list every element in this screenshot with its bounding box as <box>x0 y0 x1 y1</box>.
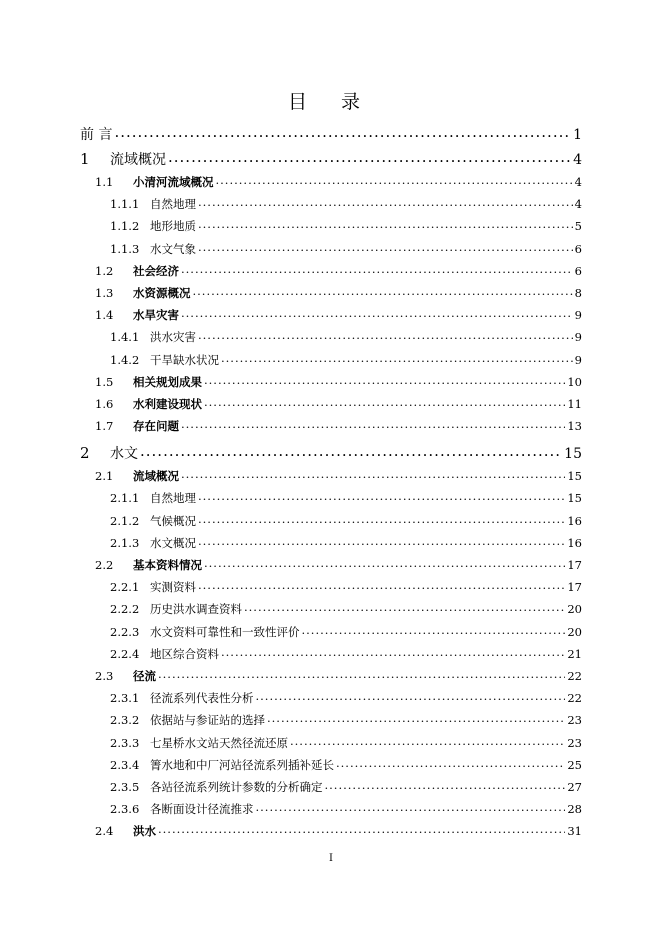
toc-entry-number: 1.4 <box>95 308 114 323</box>
toc-entry-page: 20 <box>567 624 582 639</box>
toc-entry-label: 箐水地和中厂河站径流系列插补延长 <box>150 757 334 772</box>
dot-leader <box>216 173 573 187</box>
toc-entry-page: 31 <box>567 824 582 839</box>
dot-leader <box>290 734 565 748</box>
page-number: I <box>329 853 333 864</box>
toc-entry[interactable] <box>110 757 582 773</box>
toc-entry[interactable] <box>110 535 582 551</box>
toc-entry-number: 2.3.6 <box>110 802 140 817</box>
toc-entry-number: 2.3.1 <box>110 691 140 706</box>
toc-entry[interactable] <box>110 779 582 795</box>
dot-leader <box>193 284 573 298</box>
dot-leader <box>244 600 565 614</box>
toc-entry-label: 七星桥水文站天然径流还原 <box>150 735 288 750</box>
toc-entry-number: 2.3.3 <box>110 735 140 750</box>
toc-entry-label: 自然地理 <box>150 491 196 506</box>
toc-entry-label: 前 言 <box>80 127 113 143</box>
toc-entry[interactable] <box>80 124 582 144</box>
toc-entry-label: 历史洪水调查资料 <box>150 602 242 617</box>
toc-entry-number: 1 <box>80 150 90 168</box>
toc-entry-label: 气候概况 <box>150 513 196 528</box>
toc-entry[interactable] <box>95 823 582 839</box>
toc-entry[interactable] <box>110 624 582 640</box>
toc-entry-number: 1.1.3 <box>110 241 140 256</box>
toc-entry-page: 9 <box>574 330 582 345</box>
toc-entry-label: 存在问题 <box>133 419 179 434</box>
toc-entry-number: 1.3 <box>95 286 114 300</box>
toc-entry-label: 流域概况 <box>110 152 166 168</box>
dot-leader <box>198 578 565 592</box>
toc-entry-label: 洪水 <box>133 824 156 839</box>
toc-entry-page: 23 <box>567 713 582 728</box>
toc-entry[interactable] <box>110 801 582 817</box>
toc-entry[interactable] <box>95 418 582 434</box>
toc-entry-page: 1 <box>573 127 582 143</box>
toc-entry[interactable] <box>110 218 582 234</box>
toc-entry-page: 4 <box>574 197 582 212</box>
toc-entry-page: 22 <box>567 691 582 706</box>
toc-entry-label: 地形地质 <box>150 219 196 234</box>
dot-leader <box>256 689 566 703</box>
dot-leader <box>114 123 571 141</box>
dot-leader <box>158 822 565 836</box>
toc-entry[interactable] <box>110 646 582 662</box>
toc-entry-number: 1.7 <box>95 419 114 434</box>
toc-entry-label: 水文气象 <box>150 241 196 256</box>
toc-entry-label: 地区综合资料 <box>150 646 219 661</box>
toc-entry-number: 2 <box>80 444 90 463</box>
toc-entry-label: 水资源概况 <box>133 286 191 300</box>
toc-entry[interactable] <box>110 601 582 617</box>
dot-leader <box>140 442 562 460</box>
dot-leader <box>267 711 565 725</box>
toc-entry-page: 23 <box>567 735 582 750</box>
toc-entry-page: 4 <box>573 152 582 168</box>
toc-entry[interactable] <box>95 174 582 190</box>
toc-entry[interactable] <box>80 149 582 169</box>
toc-entry-number: 1.2 <box>95 263 114 278</box>
toc-entry-number: 2.2.1 <box>110 580 140 595</box>
toc-entry-label: 水旱灾害 <box>133 308 179 323</box>
toc-entry[interactable] <box>95 668 582 684</box>
toc-entry-label: 干旱缺水状况 <box>150 352 219 367</box>
toc-entry-number: 2.2 <box>95 558 114 572</box>
toc-entry-number: 2.2.4 <box>110 646 140 661</box>
toc-entry-label: 水文 <box>110 446 138 463</box>
toc-entry[interactable] <box>110 712 582 728</box>
dot-leader <box>325 778 566 792</box>
dot-leader <box>198 328 573 342</box>
toc-entry-number: 2.2.2 <box>110 602 140 617</box>
toc-entry-page: 9 <box>574 352 582 367</box>
toc-entry[interactable] <box>110 735 582 751</box>
toc-entry-label: 各站径流系列统计参数的分析确定 <box>150 780 323 794</box>
dot-leader <box>181 417 565 431</box>
toc-entry-label: 水文概况 <box>150 535 196 550</box>
toc-entry-number: 1.4.2 <box>110 352 140 367</box>
toc-entry-label: 相关规划成果 <box>133 374 202 389</box>
dot-leader <box>204 395 565 409</box>
toc-entry-page: 20 <box>567 602 582 617</box>
toc-entry[interactable] <box>95 557 582 573</box>
toc-entry[interactable] <box>110 579 582 595</box>
toc-entry[interactable] <box>110 490 582 506</box>
dot-leader <box>221 351 573 365</box>
dot-leader <box>256 800 566 814</box>
toc-entry-number: 1.1.2 <box>110 219 140 234</box>
toc-entry-number: 2.1 <box>95 469 114 484</box>
toc-entry-number: 1.4.1 <box>110 330 140 345</box>
toc-entry-page: 17 <box>567 558 582 572</box>
toc-entry[interactable] <box>110 329 582 345</box>
dot-leader <box>168 148 571 166</box>
toc-entry-page: 9 <box>574 308 582 323</box>
dot-leader <box>198 489 565 503</box>
toc-entry-page: 10 <box>567 374 582 389</box>
toc-entry-page: 8 <box>574 286 582 300</box>
toc-entry-label: 小清河流域概况 <box>133 175 214 189</box>
dot-leader <box>336 756 565 770</box>
toc-entry[interactable] <box>80 443 582 463</box>
toc-entry-label: 径流 <box>133 669 156 683</box>
toc-entry-page: 22 <box>567 669 582 683</box>
dot-leader <box>198 195 573 209</box>
toc-entry[interactable] <box>110 513 582 529</box>
dot-leader <box>204 373 565 387</box>
toc-entry-number: 2.3.2 <box>110 713 140 728</box>
toc-entry-number: 1.1 <box>95 175 114 189</box>
toc-entry-label: 水文资料可靠性和一致性评价 <box>150 624 300 639</box>
toc-entry-number: 2.1.3 <box>110 535 140 550</box>
toc-entry-page: 15 <box>564 446 582 463</box>
toc-entry-number: 2.1.1 <box>110 491 140 506</box>
toc-entry-page: 16 <box>567 513 582 528</box>
toc-entry-number: 2.1.2 <box>110 513 140 528</box>
dot-leader <box>302 623 566 637</box>
toc-entry[interactable] <box>95 307 582 323</box>
dot-leader <box>181 262 573 276</box>
toc-entry-page: 15 <box>567 491 582 506</box>
toc-entry[interactable] <box>110 241 582 257</box>
toc-entry-number: 2.4 <box>95 824 114 839</box>
toc-entry-page: 4 <box>574 175 582 189</box>
dot-leader <box>221 645 565 659</box>
toc-entry[interactable] <box>95 263 582 279</box>
toc-entry-page: 16 <box>567 535 582 550</box>
toc-entry[interactable] <box>110 196 582 212</box>
toc-entry[interactable] <box>95 396 582 412</box>
toc-entry-page: 21 <box>567 646 582 661</box>
toc-entry[interactable] <box>95 468 582 484</box>
toc-entry-label: 径流系列代表性分析 <box>150 691 254 706</box>
toc-entry-page: 27 <box>567 780 582 794</box>
toc-entry-page: 15 <box>567 469 582 484</box>
dot-leader <box>181 467 565 481</box>
toc-entry-label: 水利建设现状 <box>133 397 202 411</box>
toc-entry-number: 1.6 <box>95 397 114 411</box>
toc-entry-page: 6 <box>574 263 582 278</box>
dot-leader <box>198 534 565 548</box>
toc-entry-number: 2.3.4 <box>110 757 140 772</box>
toc-entry-page: 6 <box>574 241 582 256</box>
toc-entry-label: 各断面设计径流推求 <box>150 802 254 817</box>
toc-entry-number: 2.3 <box>95 669 114 683</box>
toc-entry-number: 2.2.3 <box>110 624 140 639</box>
toc-entry-number: 1.5 <box>95 374 114 389</box>
dot-leader <box>158 667 565 681</box>
toc-entry-label: 基本资料情况 <box>133 558 202 572</box>
toc-entry-label: 社会经济 <box>133 263 179 278</box>
toc-entry[interactable] <box>110 352 582 368</box>
toc-entry-page: 25 <box>567 757 582 772</box>
toc-entry-page: 13 <box>567 419 582 434</box>
toc-entry-number: 2.3.5 <box>110 780 140 794</box>
toc-title: 目 录 <box>287 91 375 113</box>
toc-entry-page: 17 <box>567 580 582 595</box>
toc-entry-page: 5 <box>574 219 582 234</box>
toc-entry-page: 28 <box>567 802 582 817</box>
toc-entry-page: 11 <box>567 397 582 411</box>
dot-leader <box>198 240 573 254</box>
toc-entry[interactable] <box>110 690 582 706</box>
toc-entry[interactable] <box>95 374 582 390</box>
toc-entry[interactable] <box>95 285 582 301</box>
toc-entry-number: 1.1.1 <box>110 197 140 212</box>
dot-leader <box>204 556 565 570</box>
toc-entry-label: 流域概况 <box>133 469 179 484</box>
dot-leader <box>198 512 565 526</box>
dot-leader <box>198 217 573 231</box>
dot-leader <box>181 306 573 320</box>
toc-entry-label: 依据站与参证站的选择 <box>150 713 265 728</box>
toc-entry-label: 自然地理 <box>150 197 196 212</box>
toc-entry-label: 实测资料 <box>150 580 196 595</box>
toc-entry-label: 洪水灾害 <box>150 330 196 345</box>
